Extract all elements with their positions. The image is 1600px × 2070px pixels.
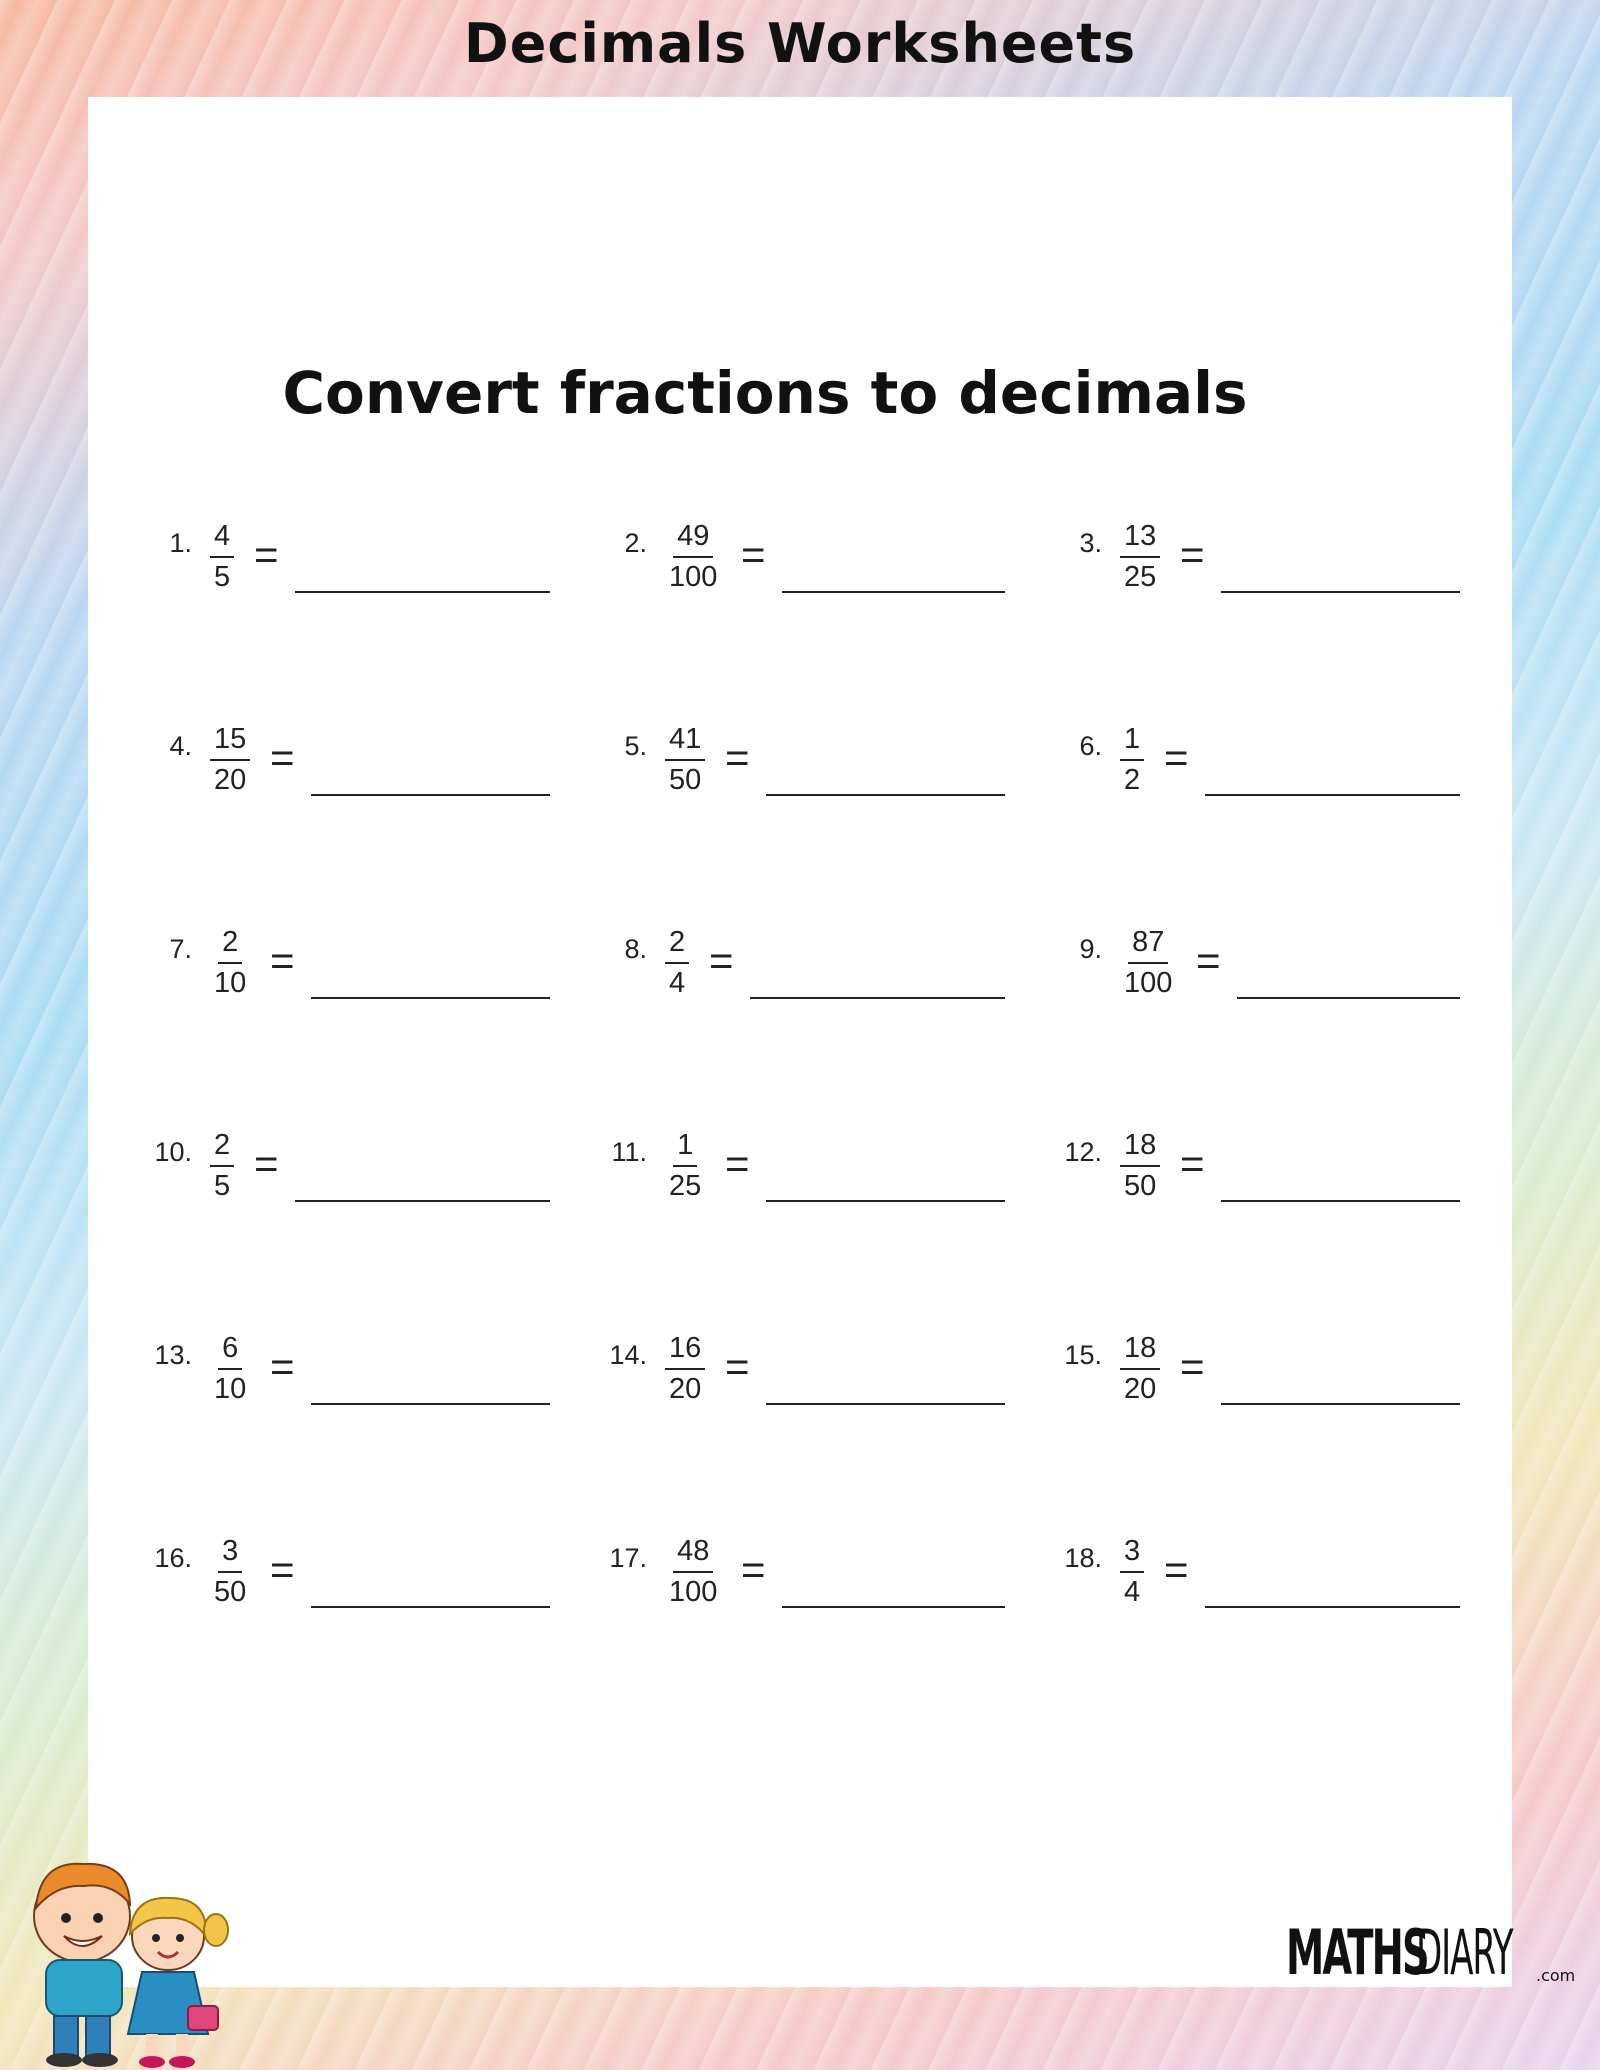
fraction <box>665 1537 721 1607</box>
equals-sign: = <box>741 1546 766 1593</box>
numerator: 2 <box>665 928 689 964</box>
fraction <box>210 1131 234 1201</box>
denominator: 50 <box>669 764 702 796</box>
numerator: 2 <box>218 928 242 964</box>
equals-sign: = <box>1180 1140 1205 1187</box>
fraction <box>665 522 721 592</box>
fraction <box>210 522 234 592</box>
numerator: 4 <box>210 522 234 558</box>
equals-sign: = <box>1180 1343 1205 1390</box>
denominator: 20 <box>1124 1373 1157 1405</box>
answer-line[interactable] <box>295 1200 550 1202</box>
problem-number: 9. <box>1079 934 1102 964</box>
denominator: 4 <box>669 967 686 999</box>
fraction <box>1120 1334 1160 1404</box>
numerator: 49 <box>673 522 713 558</box>
answer-line[interactable] <box>311 794 550 796</box>
page-title: Decimals Worksheets <box>463 12 1137 75</box>
numerator: 1 <box>1120 725 1144 761</box>
answer-line[interactable] <box>311 1403 550 1405</box>
answer-line[interactable] <box>295 591 550 593</box>
answer-line[interactable] <box>1221 1403 1460 1405</box>
fraction <box>210 725 250 795</box>
equals-sign: = <box>1164 1546 1189 1593</box>
answer-line[interactable] <box>311 1606 550 1608</box>
numerator: 87 <box>1128 928 1168 964</box>
numerator: 16 <box>665 1334 705 1370</box>
logo-light: DIARY <box>1416 1916 1513 1989</box>
answer-line[interactable] <box>311 997 550 999</box>
denominator: 5 <box>214 1170 231 1202</box>
numerator: 13 <box>1120 522 1160 558</box>
logo-bold: MATHS <box>1286 1916 1428 1989</box>
answer-line[interactable] <box>782 591 1005 593</box>
equals-sign: = <box>270 1343 295 1390</box>
denominator: 100 <box>669 1576 718 1608</box>
problem-number: 15. <box>1064 1340 1102 1370</box>
problem-number: 2. <box>624 528 647 558</box>
denominator: 100 <box>1124 967 1173 999</box>
problem-number: 11. <box>611 1137 647 1167</box>
denominator: 20 <box>669 1373 702 1405</box>
denominator: 10 <box>214 967 247 999</box>
numerator: 48 <box>673 1537 713 1573</box>
answer-line[interactable] <box>1205 1606 1460 1608</box>
denominator: 10 <box>214 1373 247 1405</box>
numerator: 3 <box>218 1537 242 1573</box>
fraction <box>665 928 689 998</box>
worksheet-paper <box>88 97 1512 1987</box>
equals-sign: = <box>1196 937 1221 984</box>
equals-sign: = <box>1164 734 1189 781</box>
numerator: 6 <box>218 1334 242 1370</box>
equals-sign: = <box>725 1343 750 1390</box>
denominator: 25 <box>1124 561 1157 593</box>
answer-line[interactable] <box>1237 997 1460 999</box>
answer-line[interactable] <box>1221 1200 1460 1202</box>
answer-line[interactable] <box>782 1606 1005 1608</box>
equals-sign: = <box>270 1546 295 1593</box>
equals-sign: = <box>741 531 766 578</box>
answer-line[interactable] <box>1221 591 1460 593</box>
problem-number: 1. <box>169 528 192 558</box>
problem-number: 5. <box>624 731 647 761</box>
numerator: 41 <box>665 725 705 761</box>
worksheet-instruction: Convert fractions to decimals <box>282 359 1248 427</box>
fraction <box>210 928 250 998</box>
numerator: 18 <box>1120 1334 1160 1370</box>
answer-line[interactable] <box>766 1200 1005 1202</box>
denominator: 25 <box>669 1170 702 1202</box>
problem-number: 4. <box>169 731 192 761</box>
problem-number: 6. <box>1079 731 1102 761</box>
fraction <box>1120 1131 1160 1201</box>
problem-number: 13. <box>154 1340 192 1370</box>
equals-sign: = <box>1180 531 1205 578</box>
denominator: 4 <box>1124 1576 1141 1608</box>
equals-sign: = <box>254 1140 279 1187</box>
numerator: 2 <box>210 1131 234 1167</box>
answer-line[interactable] <box>766 1403 1005 1405</box>
problem-number: 8. <box>624 934 647 964</box>
maths-diary-logo[interactable] <box>1286 1916 1576 1989</box>
problem-number: 3. <box>1079 528 1102 558</box>
problem-number: 16. <box>154 1543 192 1573</box>
fraction <box>1120 725 1144 795</box>
denominator: 50 <box>214 1576 247 1608</box>
problem-number: 18. <box>1064 1543 1102 1573</box>
denominator: 5 <box>214 561 231 593</box>
fraction <box>210 1537 250 1607</box>
fraction <box>665 1131 705 1201</box>
fraction <box>210 1334 250 1404</box>
equals-sign: = <box>254 531 279 578</box>
equals-sign: = <box>709 937 734 984</box>
fraction <box>665 1334 705 1404</box>
problem-number: 17. <box>609 1543 647 1573</box>
equals-sign: = <box>725 734 750 781</box>
fraction <box>1120 928 1176 998</box>
denominator: 2 <box>1124 764 1141 796</box>
kids-illustration <box>20 1838 240 2068</box>
equals-sign: = <box>725 1140 750 1187</box>
problem-number: 14. <box>609 1340 647 1370</box>
problem-number: 7. <box>169 934 192 964</box>
denominator: 20 <box>214 764 247 796</box>
numerator: 15 <box>210 725 250 761</box>
equals-sign: = <box>270 734 295 781</box>
fraction <box>665 725 705 795</box>
equals-sign: = <box>270 937 295 984</box>
numerator: 18 <box>1120 1131 1160 1167</box>
answer-line[interactable] <box>766 794 1005 796</box>
numerator: 1 <box>673 1131 697 1167</box>
denominator: 100 <box>669 561 718 593</box>
answer-line[interactable] <box>1205 794 1460 796</box>
denominator: 50 <box>1124 1170 1157 1202</box>
fraction <box>1120 522 1160 592</box>
problem-number: 10. <box>154 1137 192 1167</box>
logo-suffix: .com <box>1536 1966 1576 1985</box>
answer-line[interactable] <box>750 997 1005 999</box>
problem-number: 12. <box>1064 1137 1102 1167</box>
numerator: 3 <box>1120 1537 1144 1573</box>
fraction <box>1120 1537 1144 1607</box>
